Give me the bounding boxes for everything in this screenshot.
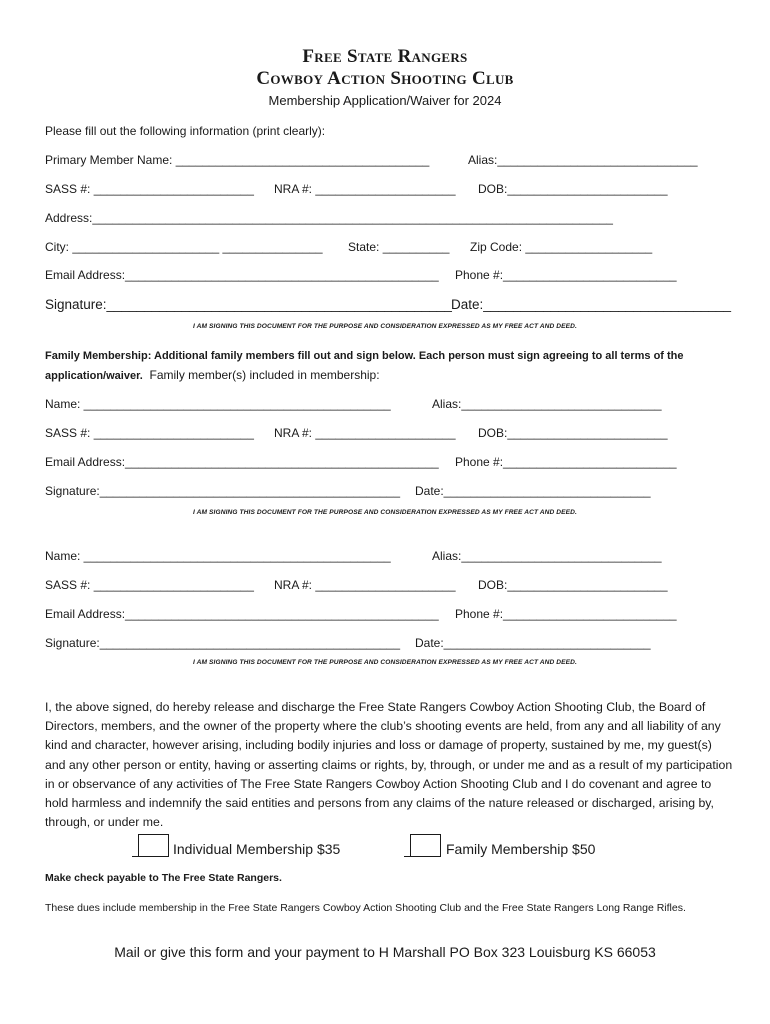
primary-state-field[interactable]: State: __________ bbox=[348, 240, 450, 254]
family-heading-line1: Family Membership: Additional family members fill out and sign below. Each person must sign agreeing to all terms of the bbox=[45, 350, 684, 362]
primary-phone-field[interactable]: Phone #:__________________________ bbox=[455, 268, 677, 282]
mail-to-note: Mail or give this form and your payment to H Marshall PO Box 323 Louisburg KS 66053 bbox=[114, 944, 656, 960]
primary-dob-field[interactable]: DOB:________________________ bbox=[478, 182, 668, 196]
family2-dob-field[interactable]: DOB:________________________ bbox=[478, 578, 668, 592]
check-payable-note: Make check payable to The Free State Rangers. bbox=[45, 872, 282, 884]
family-checkbox-line bbox=[404, 856, 441, 857]
family2-phone-field[interactable]: Phone #:__________________________ bbox=[455, 607, 677, 621]
primary-alias-field[interactable]: Alias:______________________________ bbox=[468, 153, 698, 167]
family2-sass-field[interactable]: SASS #: ________________________ bbox=[45, 578, 254, 592]
club-name: Free State Rangers bbox=[302, 46, 468, 67]
dues-note: These dues include membership in the Free State Rangers Cowboy Action Shooting Club and the Free State Rangers Long Range Rifles. bbox=[45, 902, 686, 914]
instructions: Please fill out the following information (print clearly): bbox=[45, 124, 326, 138]
family2-signature-field[interactable]: Signature:_____________________________________________ bbox=[45, 636, 401, 650]
primary-signature-field[interactable]: Signature:______________________________________________ bbox=[45, 297, 452, 312]
primary-zip-field[interactable]: Zip Code: ___________________ bbox=[470, 240, 653, 254]
family1-email-field[interactable]: Email Address:_______________________________________________ bbox=[45, 455, 439, 469]
family1-alias-field[interactable]: Alias:______________________________ bbox=[432, 397, 662, 411]
family2-nra-field[interactable]: NRA #: _____________________ bbox=[274, 578, 456, 592]
form-subtitle: Membership Application/Waiver for 2024 bbox=[268, 93, 502, 108]
family2-date-field[interactable]: Date:_______________________________ bbox=[415, 636, 651, 650]
waiver-text: I, the above signed, do hereby release and discharge the Free State Rangers Cowboy Action Shooting Club, the Board of Directors, members, and the owner of the property where the club’s shooting events are held, from any and all liability of any kind and character, however arising, including bodily injuries and loss or damage of property, sustained by me, my guest(s) and any other person or entity, having or asserting claims or rights, by, through, or under me and as a result of my participation in or observance of any activities of The Free State Rangers Cowboy Action Shooting Club and I do covenant and agree to hold harmless and indemnify the said entities and persons from any claims of the nature released or discharged, arising by, through, or under me. bbox=[45, 700, 733, 830]
primary-signing-notice: I AM SIGNING THIS DOCUMENT FOR THE PURPOSE AND CONSIDERATION EXPRESSED AS MY FREE ACT AND DEED. bbox=[193, 323, 577, 330]
family1-sass-field[interactable]: SASS #: ________________________ bbox=[45, 426, 254, 440]
primary-date-field[interactable]: Date:_________________________________ bbox=[451, 297, 732, 312]
family1-signature-field[interactable]: Signature:_____________________________________________ bbox=[45, 484, 401, 498]
family-heading-line2 bbox=[45, 368, 380, 382]
family1-phone-field[interactable]: Phone #:__________________________ bbox=[455, 455, 677, 469]
primary-email-field[interactable]: Email Address:_______________________________________________ bbox=[45, 268, 439, 282]
individual-checkbox[interactable] bbox=[138, 834, 169, 857]
family-option-label: Family Membership $50 bbox=[446, 841, 596, 857]
primary-city-field[interactable]: City: ______________________ _______________ bbox=[45, 240, 323, 254]
family2-signing-notice: I AM SIGNING THIS DOCUMENT FOR THE PURPOSE AND CONSIDERATION EXPRESSED AS MY FREE ACT AND DEED. bbox=[193, 659, 577, 666]
family2-alias-field[interactable]: Alias:______________________________ bbox=[432, 549, 662, 563]
family2-name-field[interactable]: Name: ______________________________________________ bbox=[45, 549, 391, 563]
primary-name-field[interactable]: Primary Member Name: ______________________________________ bbox=[45, 153, 430, 167]
family1-name-field[interactable]: Name: ______________________________________________ bbox=[45, 397, 391, 411]
family1-dob-field[interactable]: DOB:________________________ bbox=[478, 426, 668, 440]
club-type: Cowboy Action Shooting Club bbox=[256, 68, 514, 89]
family-heading-normal: Family member(s) included in membership: bbox=[142, 368, 380, 382]
primary-nra-field[interactable]: NRA #: _____________________ bbox=[274, 182, 456, 196]
family-checkbox[interactable] bbox=[410, 834, 441, 857]
primary-address-field[interactable]: Address:______________________________________________________________________________ bbox=[45, 211, 613, 225]
individual-option-label: Individual Membership $35 bbox=[173, 841, 341, 857]
family1-date-field[interactable]: Date:_______________________________ bbox=[415, 484, 651, 498]
individual-checkbox-line bbox=[132, 856, 169, 857]
family2-email-field[interactable]: Email Address:_______________________________________________ bbox=[45, 607, 439, 621]
family1-nra-field[interactable]: NRA #: _____________________ bbox=[274, 426, 456, 440]
family-heading-bold: application/waiver. bbox=[45, 370, 143, 382]
family1-signing-notice: I AM SIGNING THIS DOCUMENT FOR THE PURPOSE AND CONSIDERATION EXPRESSED AS MY FREE ACT AND DEED. bbox=[193, 509, 577, 516]
primary-sass-field[interactable]: SASS #: ________________________ bbox=[45, 182, 254, 196]
